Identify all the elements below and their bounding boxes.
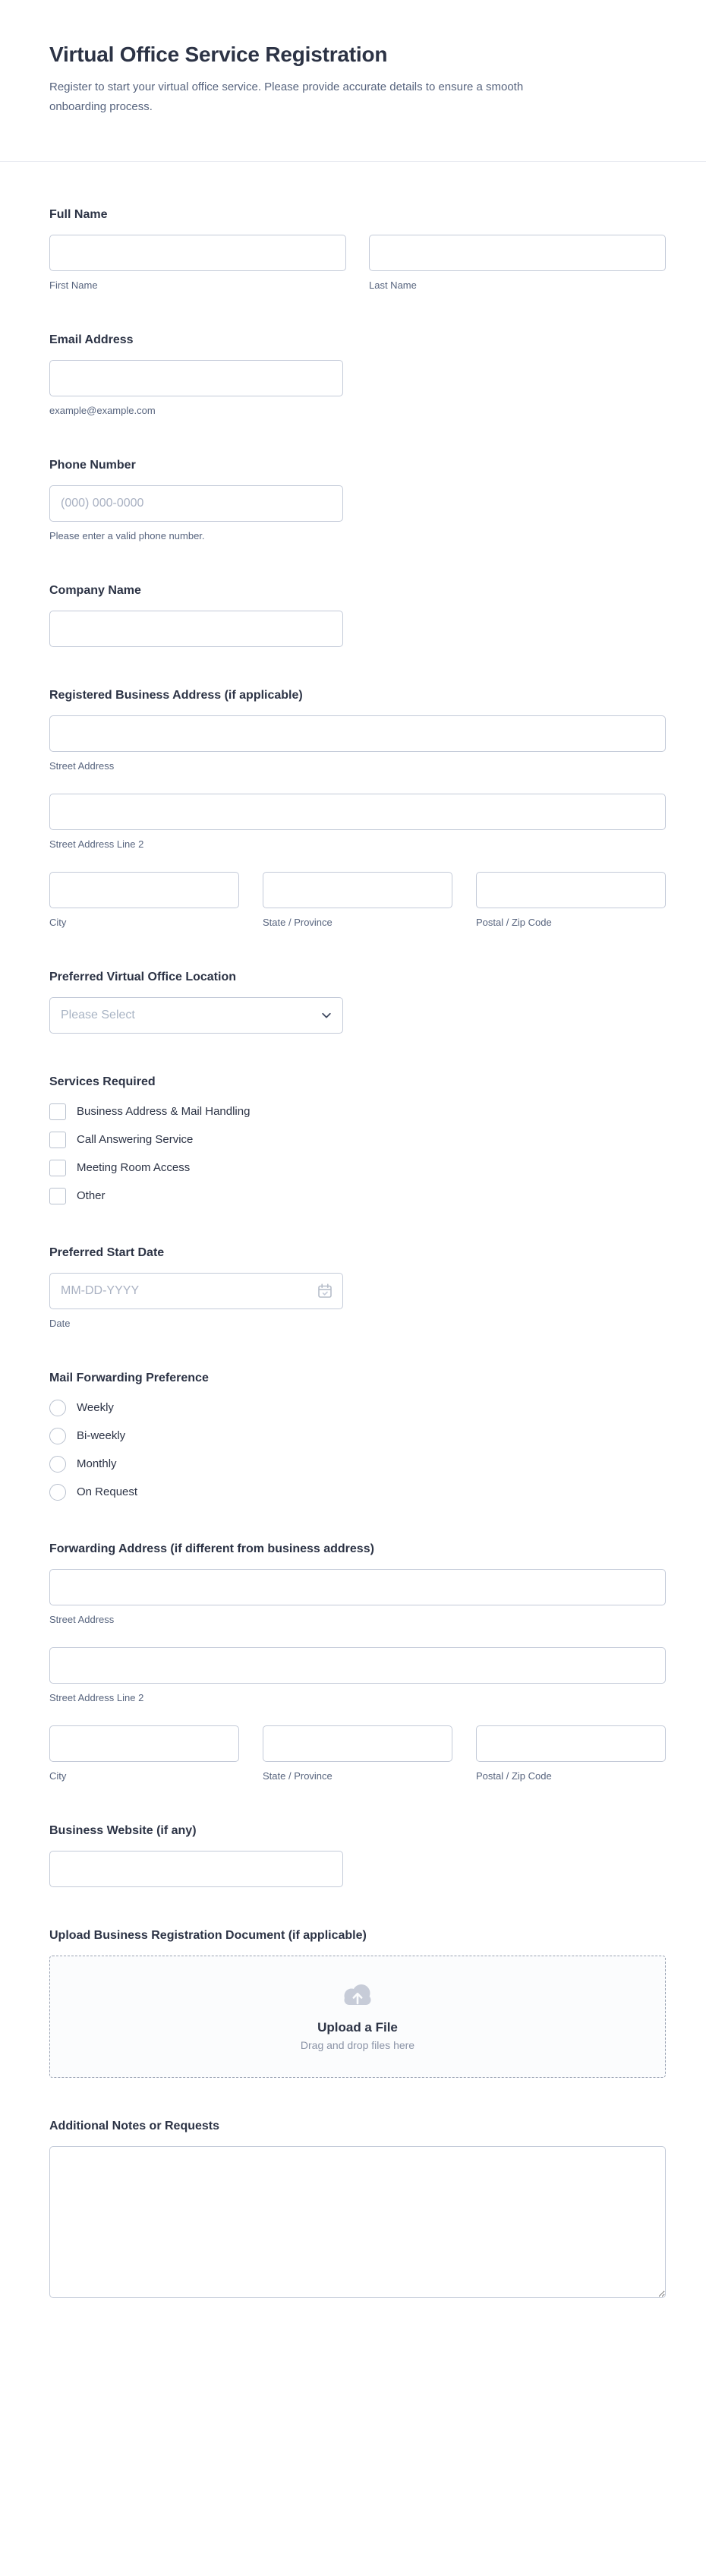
forwarding-street2-sublabel: Street Address Line 2 — [49, 1692, 144, 1703]
registered-street-sublabel: Street Address — [49, 760, 115, 772]
question-email — [49, 331, 666, 417]
mail-forwarding-option-label: Monthly — [77, 1457, 117, 1470]
registered-address-label: Registered Business Address (if applicable) — [49, 689, 303, 702]
service-option-meeting-room[interactable] — [49, 1160, 666, 1176]
forwarding-state-input[interactable] — [263, 1725, 452, 1762]
upload-hint-text: Drag and drop files here — [300, 2038, 415, 2051]
registered-postal-input[interactable] — [476, 872, 666, 908]
location-select-placeholder: Please Select — [61, 1009, 135, 1021]
question-start-date — [49, 1244, 666, 1330]
forwarding-city-sublabel: City — [49, 1770, 67, 1782]
mail-forwarding-label: Mail Forwarding Preference — [49, 1372, 209, 1384]
location-select[interactable] — [49, 997, 343, 1034]
forwarding-street-sublabel: Street Address — [49, 1614, 115, 1625]
question-registered-address — [49, 687, 666, 929]
calendar-icon[interactable] — [317, 1283, 333, 1303]
cloud-upload-icon — [339, 1983, 376, 2013]
first-name-sublabel: First Name — [49, 279, 98, 291]
radio-button[interactable] — [49, 1428, 66, 1444]
question-phone — [49, 456, 666, 542]
registered-state-sublabel: State / Province — [263, 917, 333, 928]
service-option-label: Meeting Room Access — [77, 1161, 191, 1174]
registered-street2-input[interactable] — [49, 794, 666, 830]
question-website — [49, 1822, 666, 1887]
phone-input[interactable] — [49, 485, 343, 522]
service-option-label: Business Address & Mail Handling — [77, 1105, 251, 1118]
last-name-sublabel: Last Name — [369, 279, 417, 291]
question-services — [49, 1073, 666, 1204]
mail-forwarding-option-biweekly[interactable] — [49, 1428, 666, 1444]
service-option-business-address[interactable] — [49, 1103, 666, 1120]
company-label: Company Name — [49, 584, 141, 597]
question-company — [49, 582, 666, 647]
start-date-sublabel: Date — [49, 1318, 71, 1329]
notes-label: Additional Notes or Requests — [49, 2120, 220, 2132]
mail-forwarding-option-weekly[interactable] — [49, 1400, 666, 1416]
notes-textarea[interactable] — [49, 2146, 666, 2298]
upload-label: Upload Business Registration Document (if applicable) — [49, 1929, 367, 1942]
question-forwarding-address — [49, 1540, 666, 1782]
question-mail-forwarding — [49, 1369, 666, 1501]
page-title: Virtual Office Service Registration — [49, 43, 388, 66]
mail-forwarding-option-label: Bi-weekly — [77, 1429, 126, 1442]
registered-city-sublabel: City — [49, 917, 67, 928]
checkbox[interactable] — [49, 1160, 66, 1176]
radio-button[interactable] — [49, 1456, 66, 1473]
forwarding-postal-input[interactable] — [476, 1725, 666, 1762]
registered-street2-sublabel: Street Address Line 2 — [49, 838, 144, 850]
checkbox[interactable] — [49, 1188, 66, 1204]
registered-street-input[interactable] — [49, 715, 666, 752]
website-label: Business Website (if any) — [49, 1824, 197, 1837]
email-sublabel: example@example.com — [49, 405, 156, 416]
checkbox[interactable] — [49, 1132, 66, 1148]
chevron-down-icon — [320, 1009, 333, 1021]
email-label: Email Address — [49, 333, 134, 346]
location-label: Preferred Virtual Office Location — [49, 971, 236, 983]
question-notes — [49, 2117, 666, 2298]
mail-forwarding-option-monthly[interactable] — [49, 1456, 666, 1473]
upload-button-text[interactable]: Upload a File — [317, 2019, 398, 2035]
form-fields — [49, 162, 666, 2565]
service-option-label: Other — [77, 1189, 106, 1202]
forwarding-state-sublabel: State / Province — [263, 1770, 333, 1782]
question-location — [49, 968, 666, 1034]
file-upload-dropzone[interactable] — [49, 1956, 666, 2078]
website-input[interactable] — [49, 1851, 343, 1887]
mail-forwarding-option-on-request[interactable] — [49, 1484, 666, 1501]
registered-state-input[interactable] — [263, 872, 452, 908]
forwarding-street2-input[interactable] — [49, 1647, 666, 1684]
service-option-label: Call Answering Service — [77, 1133, 194, 1146]
phone-label: Phone Number — [49, 459, 136, 472]
forwarding-city-input[interactable] — [49, 1725, 239, 1762]
company-input[interactable] — [49, 611, 343, 647]
email-input[interactable] — [49, 360, 343, 396]
phone-sublabel: Please enter a valid phone number. — [49, 530, 205, 541]
mail-forwarding-option-label: Weekly — [77, 1401, 114, 1414]
mail-forwarding-option-label: On Request — [77, 1485, 138, 1498]
last-name-input[interactable] — [369, 235, 666, 271]
form-header — [49, 0, 666, 117]
services-label: Services Required — [49, 1075, 156, 1088]
start-date-label: Preferred Start Date — [49, 1246, 165, 1259]
service-option-other[interactable] — [49, 1188, 666, 1204]
radio-button[interactable] — [49, 1400, 66, 1416]
registered-city-input[interactable] — [49, 872, 239, 908]
first-name-input[interactable] — [49, 235, 346, 271]
question-upload — [49, 1927, 666, 2078]
start-date-input[interactable] — [49, 1273, 343, 1309]
forwarding-address-label: Forwarding Address (if different from business address) — [49, 1542, 374, 1555]
registered-postal-sublabel: Postal / Zip Code — [476, 917, 552, 928]
radio-button[interactable] — [49, 1484, 66, 1501]
page-subtitle: Register to start your virtual office service. Please provide accurate details to ensure a smooth onboarding process. — [49, 80, 524, 113]
full-name-label: Full Name — [49, 208, 108, 221]
forwarding-postal-sublabel: Postal / Zip Code — [476, 1770, 552, 1782]
question-full-name — [49, 206, 666, 292]
service-option-call-answering[interactable] — [49, 1132, 666, 1148]
checkbox[interactable] — [49, 1103, 66, 1120]
forwarding-street-input[interactable] — [49, 1569, 666, 1605]
